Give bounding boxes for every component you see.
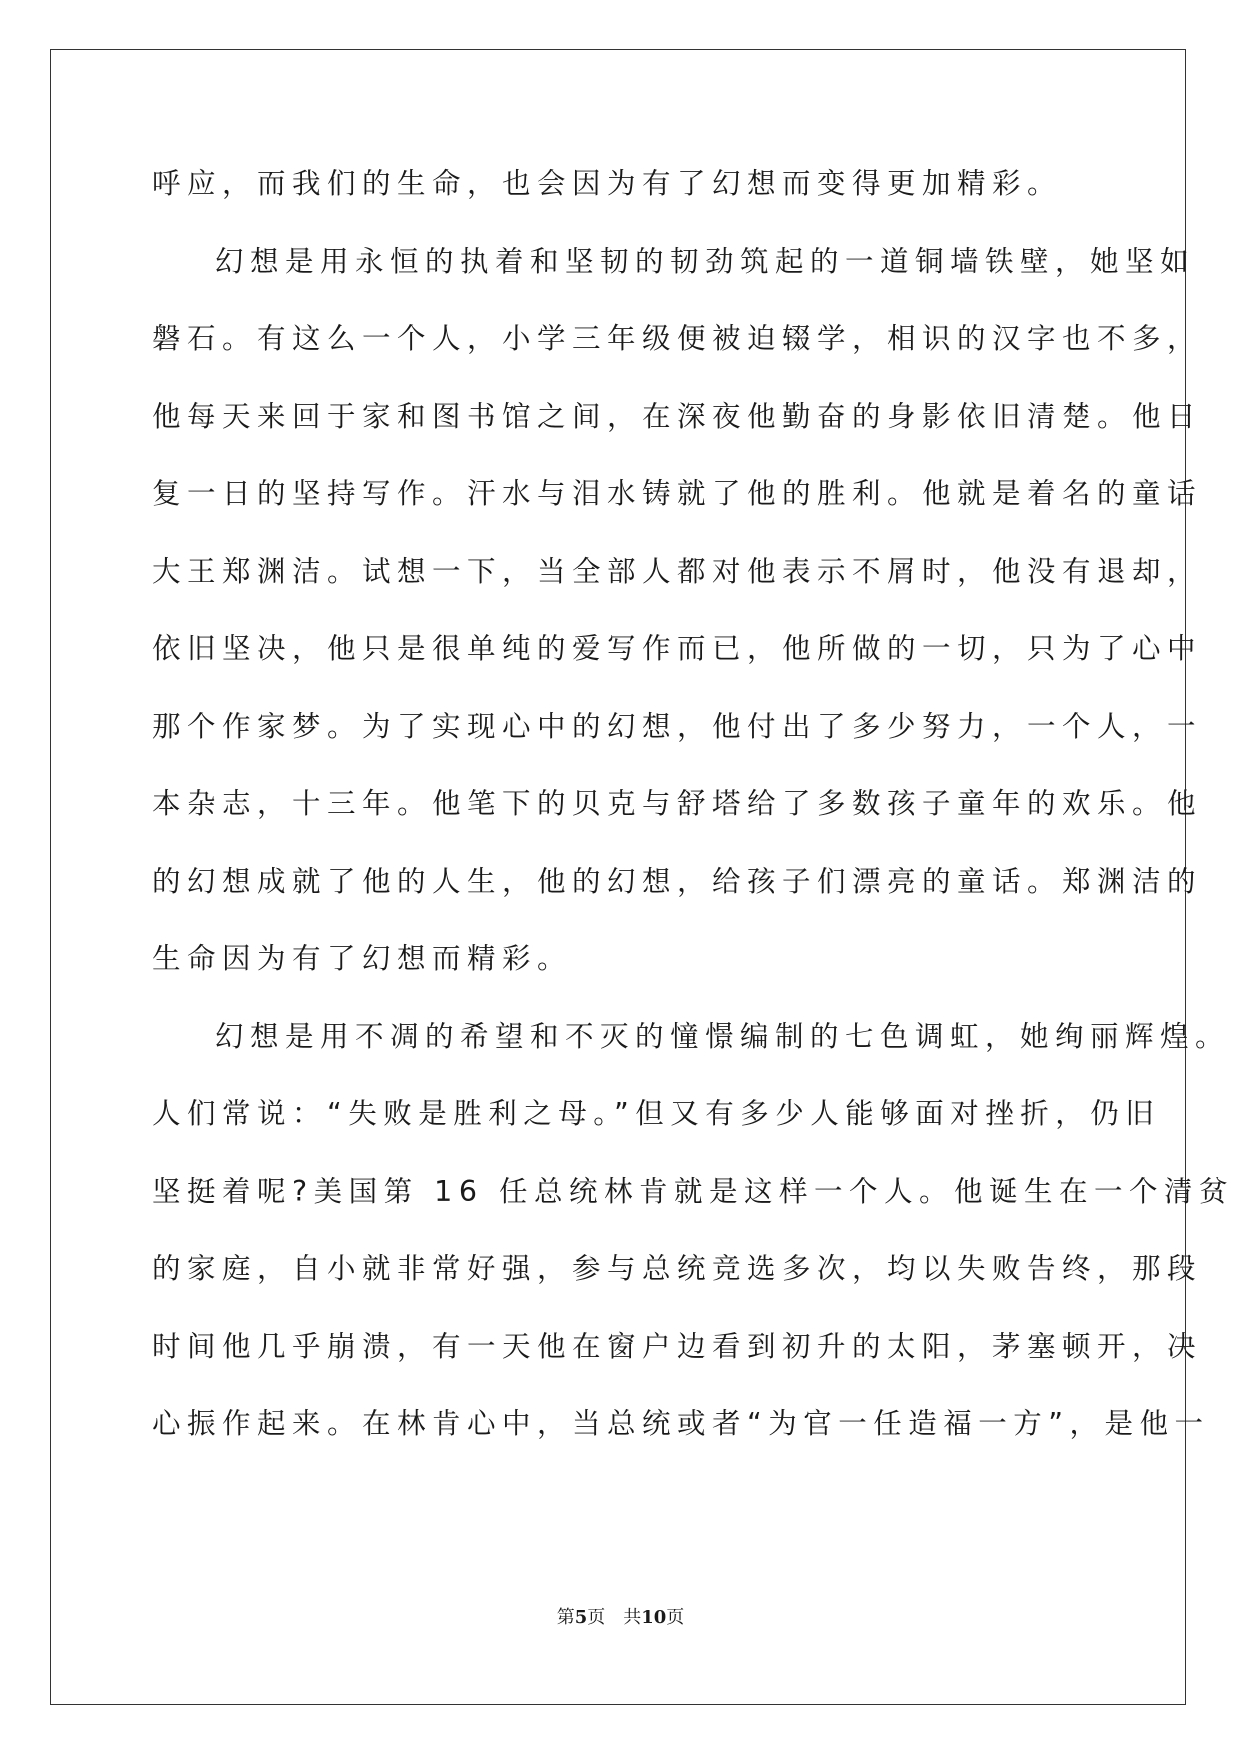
text-line: 呼应，而我们的生命，也会因为有了幻想而变得更加精彩。: [152, 167, 1063, 200]
body-text: [152, 155, 1235, 1473]
text-line: 的家庭，自小就非常好强，参与总统竞选多次，均以失败告终，那段: [152, 1252, 1203, 1285]
text-line: 他每天来回于家和图书馆之间，在深夜他勤奋的身影依旧清楚。他日: [152, 399, 1203, 433]
total-prefix: 共: [623, 1607, 642, 1628]
text-line: 坚挺着呢?美国第 16 任总统林肯就是这样一个人。他诞生在一个清贫: [152, 1174, 1235, 1208]
page-prefix: 第: [556, 1607, 575, 1628]
text-line: 时间他几乎崩溃，有一天他在窗户边看到初升的太阳，茅塞顿开，决: [152, 1329, 1203, 1363]
text-line: 本杂志，十三年。他笔下的贝克与舒塔给了多数孩子童年的欢乐。他: [152, 787, 1203, 820]
text-line: 人们常说：“失败是胜利之母。”但又有多少人能够面对挫折，仍旧: [152, 1097, 1161, 1130]
page-number: 5: [574, 1607, 588, 1628]
text-line: 那个作家梦。为了实现心中的幻想，他付出了多少努力，一个人，一: [152, 709, 1203, 743]
text-line: 磐石。有这么一个人，小学三年级便被迫辍学，相识的汉字也不多，: [152, 322, 1203, 355]
text-line: 幻想是用不凋的希望和不灭的憧憬编制的七色调虹，她绚丽辉煌。: [215, 1019, 1231, 1053]
text-line: 的幻想成就了他的人生，他的幻想，给孩子们漂亮的童话。郑渊洁的: [152, 864, 1203, 898]
total-suffix: 页: [666, 1607, 685, 1628]
page-footer: [0, 1603, 1241, 1629]
text-line: 大王郑渊洁。试想一下，当全部人都对他表示不屑时，他没有退却，: [152, 554, 1203, 588]
text-line: 复一日的坚持写作。汗水与泪水铸就了他的胜利。他就是着名的童话: [152, 477, 1203, 510]
text-line: 生命因为有了幻想而精彩。: [152, 942, 573, 975]
page-suffix: 页: [587, 1607, 606, 1628]
total-pages: 10: [641, 1607, 667, 1628]
text-line: 依旧坚决，他只是很单纯的爱写作而已，他所做的一切，只为了心中: [152, 632, 1203, 665]
text-line: 心振作起来。在林肯心中，当总统或者“为官一任造福一方”，是他一: [152, 1407, 1210, 1440]
text-line: 幻想是用永恒的执着和坚韧的韧劲筑起的一道铜墙铁壁，她坚如: [215, 244, 1196, 278]
